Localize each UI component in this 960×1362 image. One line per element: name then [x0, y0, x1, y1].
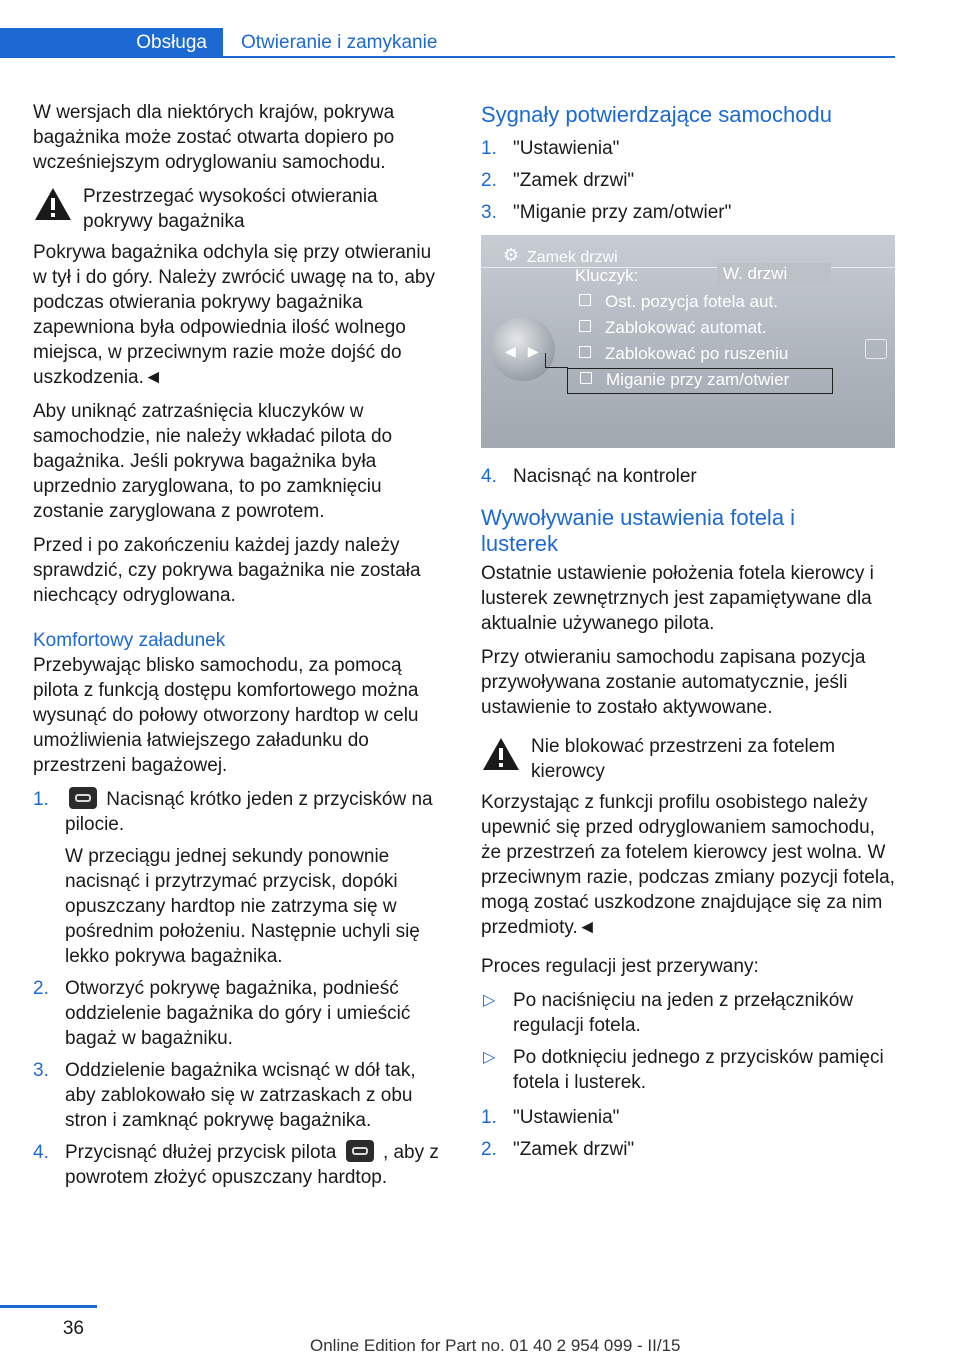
checkbox-icon	[579, 294, 591, 306]
paragraph: W wersjach dla niektórych krajów, pokrywa bagażnika może zostać otwarta dopiero po wcześniejszym odryglowaniu samochodu.	[33, 102, 395, 173]
step-number: 4.	[33, 1142, 49, 1163]
warning-icon	[33, 186, 73, 222]
checkbox-icon	[579, 320, 591, 332]
list-item	[481, 136, 895, 161]
key-value: W. drzwi	[717, 263, 831, 285]
list-item	[481, 988, 895, 1038]
step-number: 2.	[33, 978, 49, 999]
list-item	[481, 1137, 895, 1162]
step-text: Przycisnąć dłużej przycisk pilota	[65, 1142, 337, 1163]
pointer-line	[545, 353, 568, 368]
step-number: 1.	[481, 1107, 497, 1128]
list-item	[481, 168, 895, 193]
bullet-text: Po dotknięciu jednego z przycisków pamięci fotela i lusterek.	[513, 1047, 884, 1093]
page-number: 36	[62, 1318, 84, 1339]
list-item	[33, 976, 447, 1051]
section-heading: Komfortowy załadunek	[33, 630, 226, 651]
steps-list	[481, 1105, 895, 1162]
steps-list	[481, 464, 895, 489]
step-text: Nacisnąć krótko jeden z przycisków na pilocie.	[65, 789, 433, 835]
screen-option: Zablokować automat.	[579, 317, 767, 339]
step-text: Nacisnąć na kontroler	[513, 466, 697, 487]
paragraph: Przed i po zakończeniu każdej jazdy należy sprawdzić, czy pokrywa bagażnika nie została niechcący odryglowana.	[33, 535, 421, 606]
right-column	[481, 100, 895, 1172]
step-number: 3.	[481, 202, 497, 223]
remote-key-icon	[69, 787, 97, 809]
step-text: "Zamek drzwi"	[513, 170, 635, 191]
screen-option-selected: Miganie przy zam/otwier	[567, 368, 833, 394]
section-heading: Sygnały potwierdzające samochodu	[481, 102, 832, 127]
idrive-screen-image	[481, 235, 895, 448]
list-item	[481, 200, 895, 225]
bullet-list	[481, 988, 895, 1095]
paragraph: Aby uniknąć zatrzaśnięcia kluczyków w samochodzie, nie należy wkładać pilota do bagażnika. Jeśli pokrywa bagażnika była uprzednio zaryglowana, to po zamknięciu zostanie zaryglowana z powrotem.	[33, 401, 393, 522]
warning-title: Nie blokować przestrzeni za fotelem kierowcy	[531, 736, 836, 782]
step-subtext: W przeciągu jednej sekundy ponownie nacisnąć i przytrzymać przycisk, dopóki opuszczany hardtop nie zatrzyma się w pośrednim położeniu. Następnie uchyli się lekko pokrywa bagażnika.	[65, 846, 420, 967]
paragraph: Ostatnie ustawienie położenia fotela kierowcy i lusterek zewnętrznych jest zapamiętywane dla aktualnie używanego pilota.	[481, 563, 874, 634]
list-item	[481, 464, 895, 489]
screen-title: Zamek drzwi	[527, 249, 618, 266]
triangle-bullet-icon: ▷	[483, 992, 496, 1009]
warning-title: Przestrzegać wysokości otwierania pokrywy bagażnika	[83, 186, 378, 232]
steps-list	[481, 136, 895, 225]
warning-icon	[481, 736, 521, 772]
paragraph: Przy otwieraniu samochodu zapisana pozycja przywoływana zostanie automatycznie, jeśli ustawienie to zostało aktywowane.	[481, 647, 866, 718]
step-text: "Ustawienia"	[513, 138, 620, 159]
step-number: 3.	[33, 1060, 49, 1081]
step-number: 2.	[481, 1139, 497, 1160]
warning-text: Pokrywa bagażnika odchyla się przy otwieraniu w tył i do góry. Należy zwrócić uwagę na to, aby podczas otwierania pokrywy bagażnika zapewniona była odpowiednia ilość wolnego miejsca, w przeciwnym razie może dojść do uszkodzenia.◄	[33, 242, 435, 388]
list-item	[33, 1058, 447, 1133]
warning-text: Korzystając z funkcji profilu osobistego należy upewnić się przed odryglowaniem samochodu, że przestrzeń za fotelem kierowcy jest wolna. W przeciwnym razie, podczas zmiany pozycji fotela, mogą zostać uszkodzone znajdujące się za nim przedmioty.◄	[481, 792, 895, 938]
step-number: 4.	[481, 466, 497, 487]
screen-option: Zablokować po ruszeniu	[579, 343, 788, 365]
step-number: 1.	[33, 789, 49, 810]
gear-icon: ⚙	[503, 245, 520, 265]
knob-arrows-icon: ◀▶	[505, 343, 551, 359]
screen-option: Ost. pozycja fotela aut.	[579, 291, 778, 313]
triangle-bullet-icon: ▷	[483, 1049, 496, 1066]
checkbox-icon	[579, 346, 591, 358]
step-text: "Miganie przy zam/otwier"	[513, 202, 732, 223]
list-item	[33, 1140, 447, 1190]
remote-hardtop-icon	[346, 1140, 374, 1162]
steps-list	[33, 787, 447, 1190]
key-label: Kluczyk:	[575, 266, 639, 285]
list-item	[481, 1105, 895, 1130]
step-text: "Ustawienia"	[513, 1107, 620, 1128]
step-number: 2.	[481, 170, 497, 191]
header-rule	[223, 56, 895, 58]
screen-divider	[481, 267, 895, 268]
list-item	[481, 1045, 895, 1095]
page-number-bar	[0, 1305, 97, 1308]
warning-block	[33, 184, 447, 234]
top-navigation-bar	[0, 28, 895, 58]
subsection-tab[interactable]: Otwieranie i zamykanie	[241, 32, 438, 53]
step-text: Oddzielenie bagażnika wcisnąć w dół tak, aby zablokowało się w zatrzaskach z obu stron i zamknąć pokrywę bagażnika.	[65, 1060, 416, 1131]
warning-block	[481, 734, 895, 784]
list-item	[33, 787, 447, 969]
step-number: 1.	[481, 138, 497, 159]
step-text: , aby z powrotem złożyć opuszczany hardtop.	[65, 1142, 439, 1188]
paragraph: Proces regulacji jest przerywany:	[481, 956, 759, 977]
left-column	[33, 100, 447, 1200]
step-text: "Zamek drzwi"	[513, 1139, 635, 1160]
edition-label: Online Edition for Part no. 01 40 2 954 099 - II/15	[310, 1336, 681, 1355]
step-text: Otworzyć pokrywę bagażnika, podnieść oddzielenie bagażnika do góry i umieścić bagaż w bagażniku.	[65, 978, 411, 1049]
bullet-text: Po naciśnięciu na jeden z przełączników regulacji fotela.	[513, 990, 854, 1036]
section-tab[interactable]: Obsługa	[0, 28, 223, 58]
checkbox-icon	[580, 372, 592, 384]
section-heading: Wywoływanie ustawienia fotela i lusterek	[481, 505, 796, 556]
paragraph: Przebywając blisko samochodu, za pomocą pilota z funkcją dostępu komfortowego można wysunąć do połowy otworzony hardtop w celu umożliwienia łatwiejszego załadunku do przestrzeni bagażowej.	[33, 655, 419, 776]
menu-icon	[865, 339, 887, 359]
